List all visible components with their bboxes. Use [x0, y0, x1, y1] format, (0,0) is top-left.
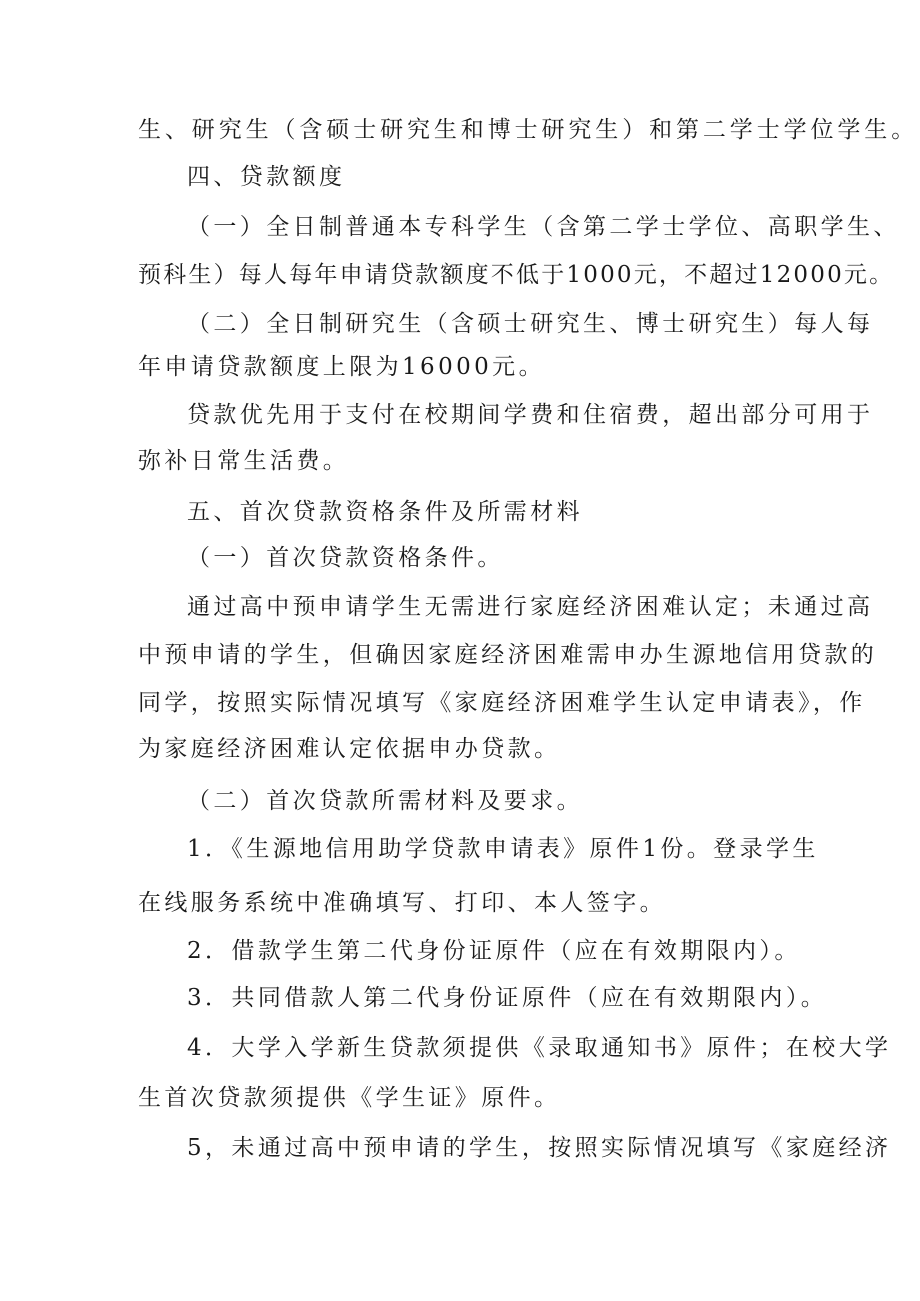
paragraph-line-11: 通过高中预申请学生无需进行家庭经济困难认定；未通过高: [187, 594, 874, 620]
paragraph-line-14: 为家庭经济困难认定依据申办贷款。: [138, 736, 561, 762]
paragraph-line-8: 弥补日常生活费。: [138, 448, 350, 474]
paragraph-line-6: 年申请贷款额度上限为16000元。: [138, 354, 545, 380]
list-item-4-line-1: 4．大学入学新生贷款须提供《录取通知书》原件；在校大学: [187, 1035, 892, 1061]
subsection-heading-qualification: （一）首次贷款资格条件。: [187, 545, 504, 571]
paragraph-line-13: 同学，按照实际情况填写《家庭经济困难学生认定申请表》，作: [138, 690, 866, 716]
paragraph-line-4: 预科生）每人每年申请贷款额度不低于1000元，不超过12000元。: [138, 262, 895, 288]
section-heading-loan-amount: 四、贷款额度: [187, 164, 346, 190]
paragraph-line-3: （一）全日制普通本专科学生（含第二学士学位、高职学生、: [187, 214, 900, 240]
list-item-2: 2．借款学生第二代身份证原件（应在有效期限内）。: [187, 938, 801, 964]
list-item-4-line-2: 生首次贷款须提供《学生证》原件。: [138, 1085, 561, 1111]
paragraph-line-5: （二）全日制研究生（含硕士研究生、博士研究生）每人每: [187, 311, 874, 337]
list-item-3: 3．共同借款人第二代身份证原件（应在有效期限内）。: [187, 985, 828, 1011]
list-item-5-line-1: 5，未通过高中预申请的学生，按照实际情况填写《家庭经济: [187, 1135, 892, 1161]
paragraph-line-1: 生、研究生（含硕士研究生和博士研究生）和第二学士学位学生。: [138, 117, 919, 143]
paragraph-line-12: 中预申请的学生，但确因家庭经济困难需申办生源地信用贷款的: [138, 642, 878, 668]
paragraph-line-7: 贷款优先用于支付在校期间学费和住宿费，超出部分可用于: [187, 402, 874, 428]
list-item-1-line-2: 在线服务系统中准确填写、打印、本人签字。: [138, 890, 666, 916]
list-item-1-line-1: 1．《生源地信用助学贷款申请表》原件1份。登录学生: [187, 836, 819, 862]
section-heading-first-loan: 五、首次贷款资格条件及所需材料: [187, 499, 583, 525]
subsection-heading-materials: （二）首次贷款所需材料及要求。: [187, 788, 583, 814]
